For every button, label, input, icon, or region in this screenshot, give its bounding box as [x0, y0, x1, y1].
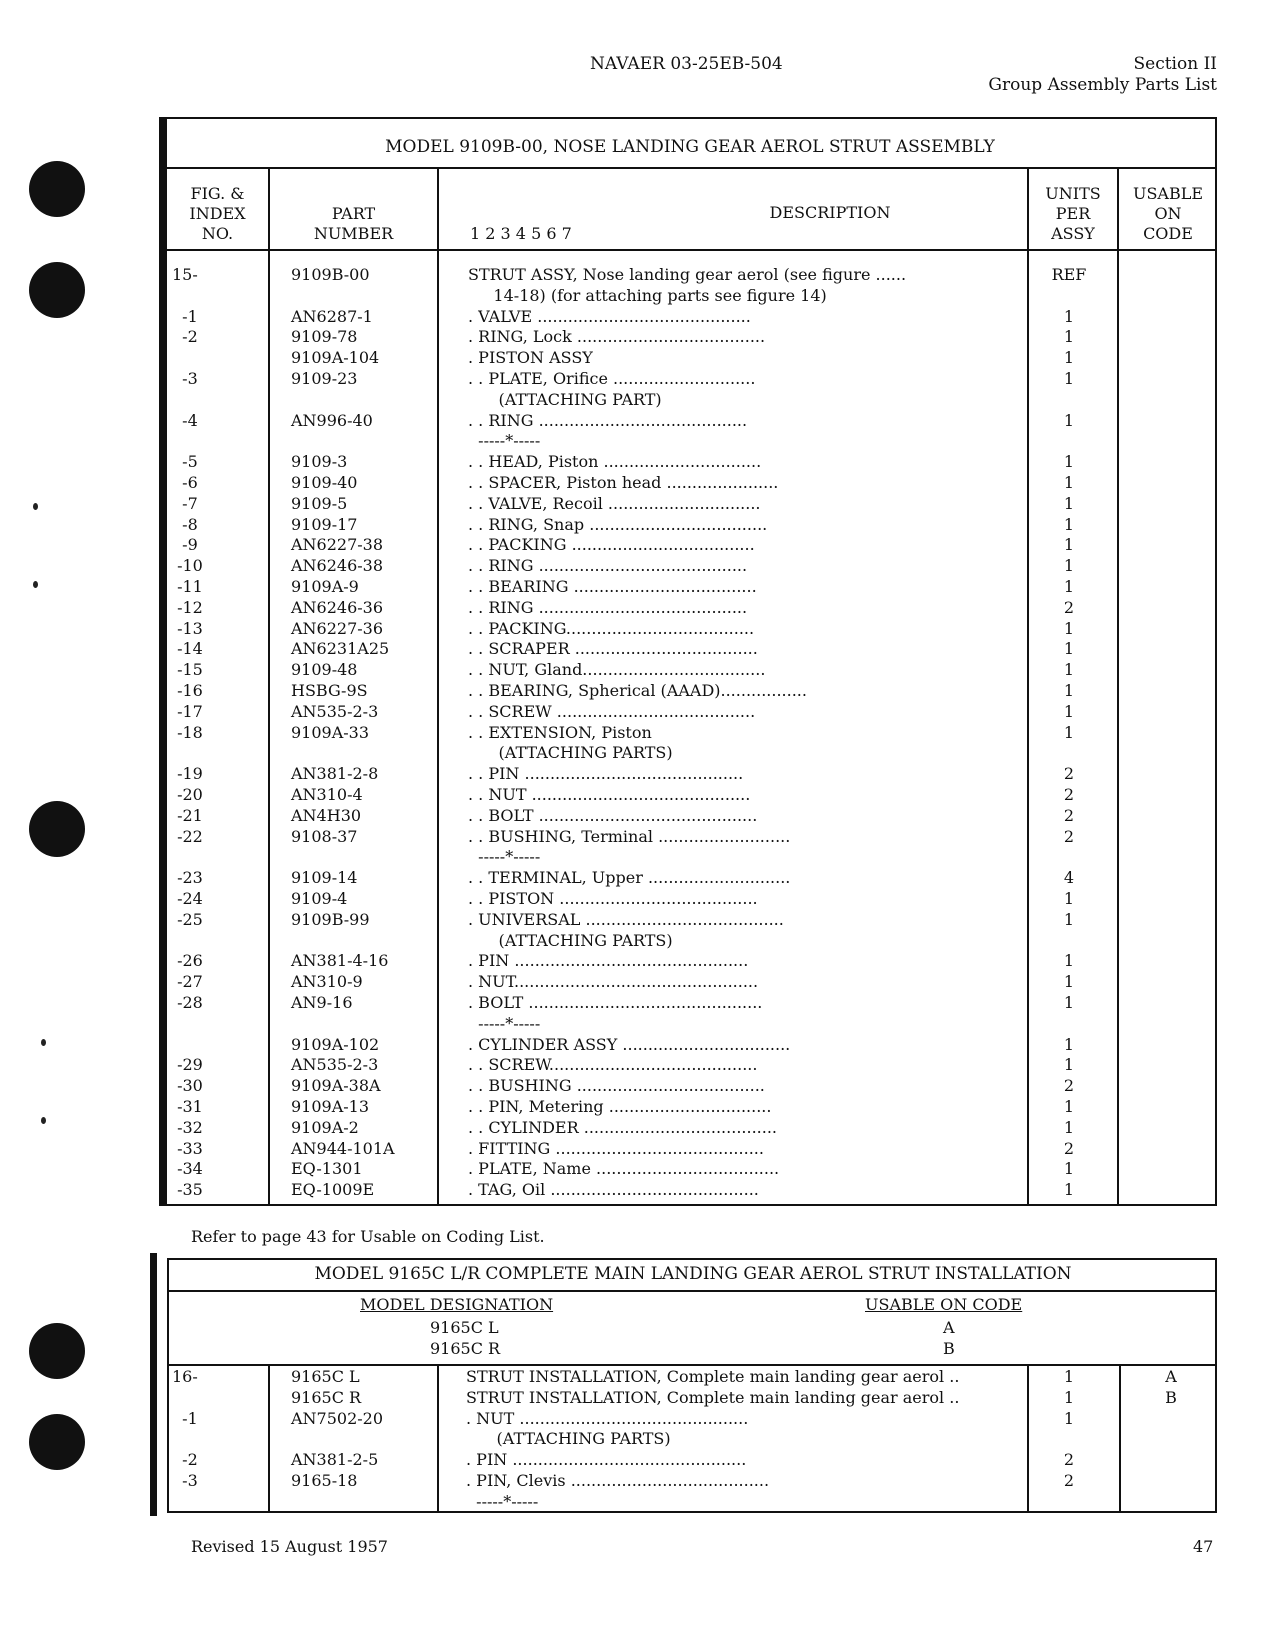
part-number-cell: HSBG-9S [291, 681, 368, 700]
part-number-cell: 9109A-104 [291, 348, 380, 368]
index-cell: -7 [172, 493, 198, 513]
description-cell: . BOLT .............................................. [468, 993, 763, 1012]
part-number-cell: AN944-101A [291, 1138, 395, 1158]
description-cell: . . EXTENSION, Piston [468, 722, 652, 742]
description-cell: . VALVE .......................................... [468, 306, 751, 326]
col-header-part: PART NUMBER [313, 204, 394, 243]
index-cell: -6 [172, 473, 198, 492]
units-cell: 1 [1063, 951, 1075, 971]
part-number-cell: 9108-37 [291, 826, 358, 846]
index-cell: -3 [172, 369, 198, 388]
usable-code-cell: A [1165, 1367, 1177, 1386]
index-cell: -15 [172, 660, 203, 680]
index-cell: -33 [172, 1138, 203, 1158]
description-cell: . . VALVE, Recoil .............................. [468, 493, 761, 513]
description-cell: . . BEARING, Spherical (AAAD)................. [468, 681, 807, 700]
index-cell: -2 [172, 327, 198, 347]
description-cell: . . BUSHING ..................................... [468, 1076, 765, 1096]
index-cell: -16 [172, 681, 203, 700]
part-number-cell: EQ-1301 [291, 1159, 363, 1179]
units-cell: 1 [1063, 1408, 1075, 1428]
part-number-cell: AN7502-20 [291, 1408, 384, 1428]
description-cell: -----*----- [468, 847, 541, 867]
index-cell: -20 [172, 785, 203, 804]
description-cell: . . PIN ........................................... [468, 764, 744, 784]
description-cell: -----*----- [468, 431, 541, 451]
units-cell: REF [1051, 265, 1087, 284]
description-cell: . RING, Lock ..................................... [468, 327, 766, 347]
index-cell: -19 [172, 764, 203, 784]
part-number-cell: 9109-14 [291, 868, 358, 888]
part-number-cell: AN6246-38 [291, 556, 384, 576]
part-number-cell: 9109A-102 [291, 1034, 380, 1054]
part-number-cell: 9109-4 [291, 889, 348, 908]
index-cell: -11 [172, 577, 203, 596]
description-cell: (ATTACHING PARTS) [468, 743, 673, 763]
description-cell: . TAG, Oil ......................................... [468, 1180, 759, 1200]
section-title: Group Assembly Parts List [988, 75, 1217, 95]
part-number-cell: 9109A-9 [291, 577, 359, 596]
units-cell: 2 [1063, 1076, 1075, 1096]
description-cell: . . RING, Snap ................................... [468, 514, 768, 534]
part-number-cell: 9109A-38A [291, 1076, 381, 1096]
index-cell: -35 [172, 1180, 203, 1200]
index-cell: -31 [172, 1097, 203, 1116]
units-cell: 1 [1063, 327, 1075, 347]
units-cell: 1 [1063, 618, 1075, 638]
part-number-cell: 9109A-13 [291, 1097, 370, 1116]
description-cell: -----*----- [466, 1491, 539, 1511]
designation-code-b: B [943, 1339, 955, 1358]
description-cell: . . SPACER, Piston head ...................... [468, 473, 779, 492]
scan-speck [41, 1117, 46, 1124]
units-cell: 1 [1063, 722, 1075, 742]
section-heading [988, 54, 1217, 96]
description-cell: . . HEAD, Piston ............................... [468, 452, 762, 472]
table-left-bar [159, 117, 166, 1206]
units-cell: 1 [1063, 410, 1075, 430]
units-cell: 1 [1063, 681, 1075, 700]
description-cell: . PIN .............................................. [466, 1450, 747, 1470]
description-cell: . . PIN, Metering ................................ [468, 1097, 772, 1116]
part-number-cell: AN6227-36 [291, 618, 384, 638]
part-number-cell: 9109-40 [291, 473, 358, 492]
index-cell: -29 [172, 1055, 203, 1075]
table2-title-divider [167, 1290, 1217, 1292]
part-number-cell: 9109-3 [291, 452, 348, 472]
units-cell: 1 [1063, 348, 1075, 368]
description-cell: STRUT INSTALLATION, Complete main landing gear aerol .. [466, 1367, 960, 1386]
description-cell: . . NUT ........................................... [468, 785, 751, 804]
units-cell: 1 [1063, 1117, 1075, 1137]
col-divider-2 [437, 167, 439, 1206]
punch-hole [29, 262, 85, 318]
units-cell: 1 [1063, 369, 1075, 388]
part-number-cell: AN381-4-16 [291, 951, 389, 971]
table2-col-divider-4 [1119, 1364, 1121, 1513]
description-cell: . . PLATE, Orifice ............................ [468, 369, 756, 388]
revision-date: Revised 15 August 1957 [191, 1537, 388, 1556]
usable-on-code-heading: USABLE ON CODE [865, 1295, 1023, 1314]
units-cell: 1 [1063, 993, 1075, 1012]
part-number-cell: 9165C L [291, 1367, 360, 1386]
index-cell: -1 [172, 306, 198, 326]
units-cell: 1 [1063, 556, 1075, 576]
description-cell: . . NUT, Gland.................................... [468, 660, 766, 680]
part-number-cell: AN4H30 [291, 805, 362, 825]
index-cell: -27 [172, 972, 203, 992]
table2-col-divider-2 [437, 1364, 439, 1513]
description-cell: . . PACKING .................................... [468, 535, 755, 555]
index-cell: 16- [172, 1367, 198, 1386]
page-number: 47 [1193, 1537, 1214, 1556]
units-cell: 1 [1063, 514, 1075, 534]
part-number-cell: 9165C R [291, 1387, 362, 1407]
header-divider [165, 249, 1217, 251]
title-divider [165, 167, 1217, 169]
part-number-cell: AN381-2-8 [291, 764, 379, 784]
index-cell: -2 [172, 1450, 198, 1470]
index-cell: -1 [172, 1408, 198, 1428]
section-number: Section II [1133, 54, 1217, 74]
units-cell: 1 [1063, 660, 1075, 680]
description-cell: . NUT................................................ [468, 972, 759, 992]
units-cell: 1 [1063, 909, 1075, 929]
description-cell: . PIN, Clevis ....................................... [466, 1471, 770, 1490]
units-cell: 2 [1063, 785, 1075, 804]
index-cell: -9 [172, 535, 198, 555]
index-cell: -22 [172, 826, 203, 846]
designation-model-a: 9165C L [430, 1318, 499, 1337]
part-number-cell: 9165-18 [291, 1471, 358, 1490]
part-number-cell: 9109-5 [291, 493, 348, 513]
description-cell: . . RING ......................................... [468, 556, 748, 576]
table2-title: MODEL 9165C L/R COMPLETE MAIN LANDING GEAR AEROL STRUT INSTALLATION [314, 1264, 1072, 1284]
col-divider-4 [1117, 167, 1119, 1206]
part-number-cell: AN6287-1 [291, 306, 373, 326]
units-cell: 1 [1063, 535, 1075, 555]
part-number-cell: AN310-4 [291, 785, 363, 804]
description-cell: . . SCRAPER .................................... [468, 639, 758, 659]
description-cell: -----*----- [468, 1013, 541, 1033]
units-cell: 2 [1063, 1450, 1075, 1470]
part-number-cell: 9109-23 [291, 369, 358, 388]
part-number-cell: 9109-17 [291, 514, 358, 534]
part-number-cell: 9109-48 [291, 660, 358, 680]
index-cell: -28 [172, 993, 203, 1012]
table2-col-divider-1 [268, 1364, 270, 1513]
description-cell: STRUT INSTALLATION, Complete main landing gear aerol .. [466, 1387, 960, 1407]
units-cell: 1 [1063, 306, 1075, 326]
description-cell: . . SCREW ....................................... [468, 701, 756, 721]
description-cell: . . PISTON ....................................... [468, 889, 758, 908]
table1-title: MODEL 9109B-00, NOSE LANDING GEAR AEROL STRUT ASSEMBLY [385, 137, 995, 157]
part-number-cell: 9109A-2 [291, 1117, 359, 1137]
units-cell: 2 [1063, 826, 1075, 846]
units-cell: 1 [1063, 889, 1075, 908]
index-cell: -8 [172, 514, 198, 534]
index-cell: 15- [172, 265, 198, 284]
index-cell: -30 [172, 1076, 203, 1096]
description-cell: . . CYLINDER ...................................... [468, 1117, 777, 1137]
description-cell: . . BUSHING, Terminal .......................... [468, 826, 791, 846]
description-cell: . PLATE, Name .................................... [468, 1159, 780, 1179]
part-number-cell: AN535-2-3 [291, 1055, 379, 1075]
description-cell: (ATTACHING PARTS) [468, 930, 673, 950]
description-cell: (ATTACHING PART) [468, 389, 662, 409]
part-number-cell: AN535-2-3 [291, 701, 379, 721]
description-cell: . . BOLT ........................................... [468, 805, 758, 825]
index-cell: -10 [172, 556, 203, 576]
punch-hole [29, 1414, 85, 1470]
index-cell: -32 [172, 1117, 203, 1137]
units-cell: 2 [1063, 764, 1075, 784]
description-cell: . . PACKING..................................... [468, 618, 755, 638]
col-header-indent: 1 2 3 4 5 6 7 [470, 224, 572, 243]
punch-hole [29, 1323, 85, 1379]
description-cell: . . TERMINAL, Upper ............................ [468, 868, 791, 888]
units-cell: 1 [1063, 493, 1075, 513]
index-cell: -13 [172, 618, 203, 638]
col-divider-1 [268, 167, 270, 1206]
description-cell: . . RING ......................................... [468, 597, 748, 617]
punch-hole [29, 161, 85, 217]
units-cell: 1 [1063, 577, 1075, 596]
description-cell: 14-18) (for attaching parts see figure 14) [468, 285, 827, 305]
index-cell: -3 [172, 1471, 198, 1490]
usable-on-note: Refer to page 43 for Usable on Coding List. [191, 1227, 545, 1246]
units-cell: 1 [1063, 452, 1075, 472]
col-header-description: DESCRIPTION [769, 203, 891, 222]
scan-speck [41, 1039, 46, 1046]
index-cell: -21 [172, 805, 203, 825]
part-number-cell: 9109A-33 [291, 722, 370, 742]
description-cell: . NUT ............................................. [466, 1408, 749, 1428]
part-number-cell: AN381-2-5 [291, 1450, 379, 1470]
index-cell: -25 [172, 909, 203, 929]
units-cell: 2 [1063, 805, 1075, 825]
part-number-cell: 9109B-00 [291, 265, 370, 284]
part-number-cell: AN9-16 [291, 993, 353, 1012]
units-cell: 1 [1063, 1387, 1075, 1407]
description-cell: . UNIVERSAL ....................................... [468, 909, 784, 929]
units-cell: 1 [1063, 701, 1075, 721]
index-cell: -23 [172, 868, 203, 888]
part-number-cell: AN6227-38 [291, 535, 384, 555]
part-number-cell: 9109B-99 [291, 909, 370, 929]
index-cell: -5 [172, 452, 198, 472]
part-number-cell: AN310-9 [291, 972, 363, 992]
index-cell: -17 [172, 701, 203, 721]
units-cell: 1 [1063, 1055, 1075, 1075]
units-cell: 2 [1063, 1138, 1075, 1158]
description-cell: . PISTON ASSY [468, 348, 593, 368]
index-cell: -12 [172, 597, 203, 617]
description-cell: . . RING ......................................... [468, 410, 748, 430]
designation-model-b: 9165C R [430, 1339, 501, 1358]
units-cell: 1 [1063, 1097, 1075, 1116]
index-cell: -4 [172, 410, 198, 430]
col-header-fig: FIG. & INDEX NO. [189, 184, 246, 243]
description-cell: . FITTING ......................................... [468, 1138, 764, 1158]
description-cell: . . BEARING .................................... [468, 577, 757, 596]
units-cell: 1 [1063, 1367, 1075, 1386]
units-cell: 1 [1063, 1034, 1075, 1054]
description-cell: . PIN .............................................. [468, 951, 749, 971]
col-header-units: UNITS PER ASSY [1045, 184, 1101, 243]
part-number-cell: 9109-78 [291, 327, 358, 347]
index-cell: -18 [172, 722, 203, 742]
col-header-usable: USABLE ON CODE [1132, 184, 1204, 243]
units-cell: 1 [1063, 1180, 1075, 1200]
description-cell: STRUT ASSY, Nose landing gear aerol (see figure ...... [468, 265, 907, 284]
part-number-cell: AN6231A25 [291, 639, 390, 659]
units-cell: 1 [1063, 1159, 1075, 1179]
units-cell: 2 [1063, 597, 1075, 617]
punch-hole [29, 801, 85, 857]
description-cell: . CYLINDER ASSY ................................. [468, 1034, 791, 1054]
part-number-cell: AN6246-36 [291, 597, 384, 617]
index-cell: -34 [172, 1159, 203, 1179]
index-cell: -14 [172, 639, 203, 659]
usable-code-cell: B [1165, 1387, 1177, 1407]
part-number-cell: AN996-40 [291, 410, 373, 430]
index-cell: -24 [172, 889, 203, 908]
description-cell: (ATTACHING PARTS) [466, 1429, 671, 1449]
index-cell: -26 [172, 951, 203, 971]
units-cell: 1 [1063, 972, 1075, 992]
units-cell: 1 [1063, 473, 1075, 492]
model-designation-heading: MODEL DESIGNATION [360, 1295, 554, 1314]
scan-speck [33, 581, 38, 588]
units-cell: 2 [1063, 1471, 1075, 1490]
description-cell: . . SCREW......................................... [468, 1055, 758, 1075]
table2-left-bar [150, 1253, 157, 1516]
part-number-cell: EQ-1009E [291, 1180, 375, 1200]
scan-speck [33, 503, 38, 510]
units-cell: 4 [1063, 868, 1075, 888]
designation-code-a: A [943, 1318, 955, 1337]
document-id: NAVAER 03-25EB-504 [590, 54, 783, 74]
units-cell: 1 [1063, 639, 1075, 659]
